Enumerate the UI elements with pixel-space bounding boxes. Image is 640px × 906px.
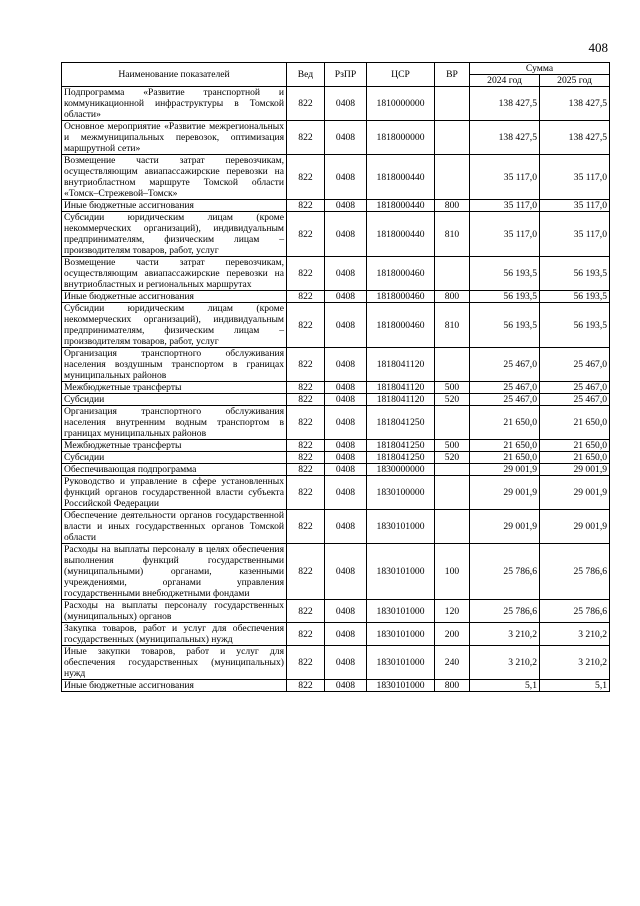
row-sum-2025: 21 650,0 xyxy=(540,406,610,440)
row-csr: 1818041120 xyxy=(367,382,435,394)
row-sum-2025: 56 193,5 xyxy=(540,303,610,348)
row-sum-2025: 25 786,6 xyxy=(540,600,610,623)
table-row xyxy=(62,600,610,623)
row-vr: 800 xyxy=(435,680,470,692)
row-csr: 1818000440 xyxy=(367,212,435,257)
header-ved: Вед xyxy=(287,63,325,87)
row-name: Организация транспортного обслуживания населения воздушным транспортом в границах муниципальных районов xyxy=(62,348,287,382)
row-sum-2024: 56 193,5 xyxy=(470,303,540,348)
row-vr: 500 xyxy=(435,382,470,394)
row-vr xyxy=(435,464,470,476)
row-ved: 822 xyxy=(287,510,325,544)
table-row xyxy=(62,212,610,257)
row-csr: 1830101000 xyxy=(367,680,435,692)
row-rzpr: 0408 xyxy=(325,257,367,291)
row-name: Подпрограмма «Развитие транспортной и коммуникационной инфраструктуры в Томской области» xyxy=(62,87,287,121)
row-ved: 822 xyxy=(287,406,325,440)
row-rzpr: 0408 xyxy=(325,646,367,680)
row-ved: 822 xyxy=(287,440,325,452)
row-ved: 822 xyxy=(287,476,325,510)
row-vr: 810 xyxy=(435,212,470,257)
row-name: Расходы на выплаты персоналу в целях обеспечения выполнения функций государственными (муниципальными) органами, казенными учреждениями, органами управления государственными внебюджетными фондами xyxy=(62,544,287,600)
row-sum-2024: 3 210,2 xyxy=(470,623,540,646)
table-row xyxy=(62,303,610,348)
row-rzpr: 0408 xyxy=(325,121,367,155)
row-rzpr: 0408 xyxy=(325,394,367,406)
table-row xyxy=(62,646,610,680)
row-sum-2024: 29 001,9 xyxy=(470,476,540,510)
row-rzpr: 0408 xyxy=(325,212,367,257)
table-row xyxy=(62,200,610,212)
row-sum-2024: 56 193,5 xyxy=(470,257,540,291)
row-rzpr: 0408 xyxy=(325,87,367,121)
header-name: Наименование показателей xyxy=(62,63,287,87)
row-vr xyxy=(435,510,470,544)
row-name: Основное мероприятие «Развитие межрегиональных и межмуниципальных перевозок, оптимизация маршрутной сети» xyxy=(62,121,287,155)
row-csr: 1818000460 xyxy=(367,257,435,291)
row-ved: 822 xyxy=(287,600,325,623)
row-name: Возмещение части затрат перевозчикам, осуществляющим авиапассажирские перевозки на внутриобластных и региональных маршрутах xyxy=(62,257,287,291)
table-row xyxy=(62,440,610,452)
row-vr xyxy=(435,121,470,155)
row-ved: 822 xyxy=(287,452,325,464)
header-year-2025: 2025 год xyxy=(540,75,610,87)
row-csr: 1830101000 xyxy=(367,600,435,623)
table-row xyxy=(62,382,610,394)
table-body xyxy=(62,87,610,692)
row-vr: 800 xyxy=(435,200,470,212)
row-ved: 822 xyxy=(287,382,325,394)
table-header xyxy=(62,63,610,87)
row-ved: 822 xyxy=(287,212,325,257)
row-vr xyxy=(435,87,470,121)
row-vr: 810 xyxy=(435,303,470,348)
table-row xyxy=(62,121,610,155)
row-name: Закупка товаров, работ и услуг для обеспечения государственных (муниципальных) нужд xyxy=(62,623,287,646)
row-ved: 822 xyxy=(287,646,325,680)
row-sum-2024: 25 786,6 xyxy=(470,600,540,623)
row-sum-2025: 35 117,0 xyxy=(540,200,610,212)
table-row xyxy=(62,510,610,544)
row-name: Субсидии xyxy=(62,394,287,406)
row-vr: 200 xyxy=(435,623,470,646)
row-rzpr: 0408 xyxy=(325,348,367,382)
table-row xyxy=(62,623,610,646)
row-csr: 1830101000 xyxy=(367,544,435,600)
row-name: Субсидии xyxy=(62,452,287,464)
row-rzpr: 0408 xyxy=(325,544,367,600)
table-row xyxy=(62,87,610,121)
row-rzpr: 0408 xyxy=(325,464,367,476)
row-csr: 1830101000 xyxy=(367,646,435,680)
row-name: Руководство и управление в сфере установленных функций органов государственной власти субъекта Российской Федерации xyxy=(62,476,287,510)
row-sum-2024: 5,1 xyxy=(470,680,540,692)
row-name: Обеспечение деятельности органов государственной власти и иных государственных органов Томской области xyxy=(62,510,287,544)
row-name: Межбюджетные трансферты xyxy=(62,440,287,452)
row-name: Возмещение части затрат перевозчикам, осуществляющим авиапассажирские перевозки на внутриобластном маршруте Томской области «Томск–Стрежевой–Томск» xyxy=(62,155,287,200)
row-ved: 822 xyxy=(287,680,325,692)
row-vr xyxy=(435,476,470,510)
table-row xyxy=(62,544,610,600)
table-row xyxy=(62,452,610,464)
row-name: Расходы на выплаты персоналу государственных (муниципальных) органов xyxy=(62,600,287,623)
header-vr: ВР xyxy=(435,63,470,87)
row-sum-2025: 29 001,9 xyxy=(540,476,610,510)
row-csr: 1818000440 xyxy=(367,155,435,200)
row-sum-2024: 35 117,0 xyxy=(470,212,540,257)
table-row xyxy=(62,291,610,303)
row-csr: 1810000000 xyxy=(367,87,435,121)
header-rzpr: РзПР xyxy=(325,63,367,87)
row-vr: 120 xyxy=(435,600,470,623)
row-sum-2024: 21 650,0 xyxy=(470,452,540,464)
row-vr: 100 xyxy=(435,544,470,600)
row-sum-2025: 5,1 xyxy=(540,680,610,692)
row-sum-2025: 56 193,5 xyxy=(540,291,610,303)
row-name: Обеспечивающая подпрограмма xyxy=(62,464,287,476)
row-sum-2025: 21 650,0 xyxy=(540,452,610,464)
row-csr: 1818041250 xyxy=(367,406,435,440)
row-csr: 1818041250 xyxy=(367,452,435,464)
row-sum-2025: 3 210,2 xyxy=(540,623,610,646)
row-name: Иные бюджетные ассигнования xyxy=(62,291,287,303)
row-sum-2025: 25 467,0 xyxy=(540,348,610,382)
row-sum-2024: 138 427,5 xyxy=(470,121,540,155)
row-rzpr: 0408 xyxy=(325,452,367,464)
row-name: Иные закупки товаров, работ и услуг для обеспечения государственных (муниципальных) нужд xyxy=(62,646,287,680)
row-rzpr: 0408 xyxy=(325,476,367,510)
row-name: Иные бюджетные ассигнования xyxy=(62,200,287,212)
row-name: Межбюджетные трансферты xyxy=(62,382,287,394)
row-rzpr: 0408 xyxy=(325,510,367,544)
row-ved: 822 xyxy=(287,87,325,121)
table-row xyxy=(62,348,610,382)
row-sum-2025: 25 786,6 xyxy=(540,544,610,600)
table-row xyxy=(62,394,610,406)
row-sum-2024: 3 210,2 xyxy=(470,646,540,680)
row-sum-2025: 56 193,5 xyxy=(540,257,610,291)
row-sum-2024: 35 117,0 xyxy=(470,200,540,212)
row-sum-2025: 138 427,5 xyxy=(540,121,610,155)
row-rzpr: 0408 xyxy=(325,406,367,440)
row-sum-2024: 56 193,5 xyxy=(470,291,540,303)
row-sum-2024: 29 001,9 xyxy=(470,510,540,544)
table-row xyxy=(62,257,610,291)
row-sum-2024: 25 786,6 xyxy=(470,544,540,600)
row-vr: 520 xyxy=(435,452,470,464)
row-rzpr: 0408 xyxy=(325,623,367,646)
row-csr: 1818000440 xyxy=(367,200,435,212)
row-csr: 1818000460 xyxy=(367,291,435,303)
row-ved: 822 xyxy=(287,623,325,646)
row-ved: 822 xyxy=(287,257,325,291)
row-vr: 240 xyxy=(435,646,470,680)
header-csr: ЦСР xyxy=(367,63,435,87)
row-name: Организация транспортного обслуживания населения внутренним водным транспортом в границах муниципальных районов xyxy=(62,406,287,440)
table-row xyxy=(62,406,610,440)
row-rzpr: 0408 xyxy=(325,291,367,303)
row-csr: 1818000000 xyxy=(367,121,435,155)
row-csr: 1818041120 xyxy=(367,394,435,406)
row-csr: 1818041250 xyxy=(367,440,435,452)
row-name: Субсидии юридическим лицам (кроме некоммерческих организаций), индивидуальным предпринимателям, физическим лицам – производителям товаров, работ, услуг xyxy=(62,303,287,348)
row-sum-2025: 21 650,0 xyxy=(540,440,610,452)
row-sum-2024: 21 650,0 xyxy=(470,406,540,440)
row-sum-2024: 25 467,0 xyxy=(470,394,540,406)
row-sum-2024: 35 117,0 xyxy=(470,155,540,200)
row-sum-2024: 25 467,0 xyxy=(470,382,540,394)
row-ved: 822 xyxy=(287,200,325,212)
row-ved: 822 xyxy=(287,155,325,200)
row-name: Иные бюджетные ассигнования xyxy=(62,680,287,692)
row-rzpr: 0408 xyxy=(325,680,367,692)
row-sum-2025: 138 427,5 xyxy=(540,87,610,121)
row-vr xyxy=(435,155,470,200)
page-number: 408 xyxy=(588,40,608,55)
row-rzpr: 0408 xyxy=(325,200,367,212)
row-ved: 822 xyxy=(287,291,325,303)
header-sum: Сумма xyxy=(470,63,610,75)
row-ved: 822 xyxy=(287,394,325,406)
row-rzpr: 0408 xyxy=(325,600,367,623)
table-row xyxy=(62,680,610,692)
row-rzpr: 0408 xyxy=(325,382,367,394)
row-ved: 822 xyxy=(287,348,325,382)
row-name: Субсидии юридическим лицам (кроме некоммерческих организаций), индивидуальным предпринимателям, физическим лицам – производителям товаров, работ, услуг xyxy=(62,212,287,257)
row-sum-2025: 35 117,0 xyxy=(540,155,610,200)
row-sum-2025: 25 467,0 xyxy=(540,394,610,406)
row-vr: 800 xyxy=(435,291,470,303)
row-csr: 1830101000 xyxy=(367,623,435,646)
row-sum-2025: 29 001,9 xyxy=(540,464,610,476)
row-sum-2025: 35 117,0 xyxy=(540,212,610,257)
header-year-2024: 2024 год xyxy=(470,75,540,87)
row-sum-2025: 29 001,9 xyxy=(540,510,610,544)
row-rzpr: 0408 xyxy=(325,440,367,452)
row-ved: 822 xyxy=(287,464,325,476)
row-vr xyxy=(435,406,470,440)
row-rzpr: 0408 xyxy=(325,155,367,200)
row-csr: 1830101000 xyxy=(367,510,435,544)
row-sum-2024: 25 467,0 xyxy=(470,348,540,382)
row-sum-2024: 138 427,5 xyxy=(470,87,540,121)
budget-table xyxy=(61,62,610,692)
row-sum-2025: 3 210,2 xyxy=(540,646,610,680)
row-csr: 1818041120 xyxy=(367,348,435,382)
table-row xyxy=(62,464,610,476)
row-vr: 500 xyxy=(435,440,470,452)
table-row xyxy=(62,155,610,200)
row-csr: 1830100000 xyxy=(367,476,435,510)
row-sum-2025: 25 467,0 xyxy=(540,382,610,394)
row-vr xyxy=(435,348,470,382)
row-csr: 1830000000 xyxy=(367,464,435,476)
row-rzpr: 0408 xyxy=(325,303,367,348)
row-sum-2024: 21 650,0 xyxy=(470,440,540,452)
row-ved: 822 xyxy=(287,544,325,600)
table-row xyxy=(62,476,610,510)
row-vr: 520 xyxy=(435,394,470,406)
row-csr: 1818000460 xyxy=(367,303,435,348)
row-sum-2024: 29 001,9 xyxy=(470,464,540,476)
row-ved: 822 xyxy=(287,121,325,155)
row-ved: 822 xyxy=(287,303,325,348)
row-vr xyxy=(435,257,470,291)
